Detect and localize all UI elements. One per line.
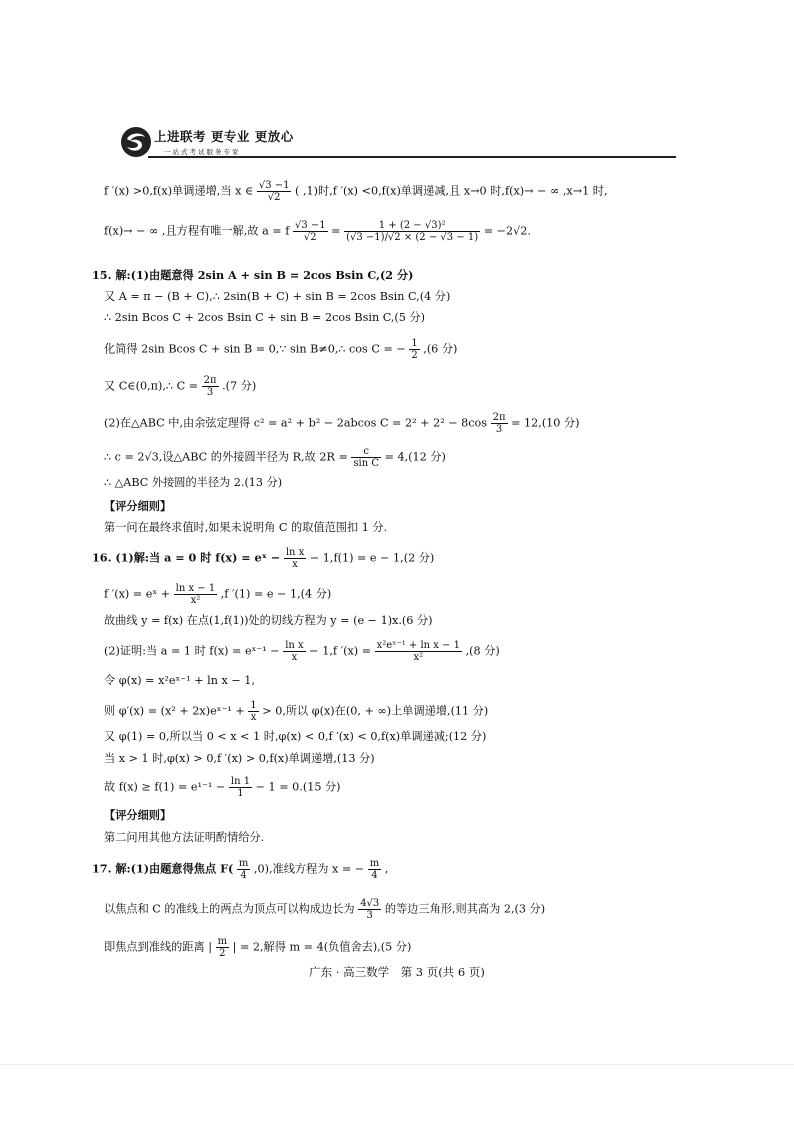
- text-line: f(x)→ − ∞ ,且方程有唯一解,故 a = f $\frac{√3 -1}{√2}$ = $\frac{\text{1 + (2 − √3)²}}{(√3 -1)/√2 \times (2 - √3 - 1)}$ = −2√2.: [104, 220, 531, 243]
- fraction: $\frac{\text{ln x}}{x}$: [285, 547, 305, 570]
- fraction: $\frac{√3 -1}{√2}$: [294, 220, 326, 243]
- q15-line-1: 15. 解:(1)由题意得 2sin A + sin B = 2cos Bsin C,(2 分): [92, 268, 414, 282]
- fraction: $\frac{√3 -1}{√2}$: [258, 180, 290, 203]
- q15-line-3: ∴ 2sin Bcos C + 2cos Bsin C + sin B = 2cos Bsin C,(5 分): [104, 311, 426, 324]
- q16-line-2: f ′(x) = eˣ + $\frac{\text{ln x − 1}}{\text{x²}}$ ,f ′(1) = e − 1,(4 分): [104, 583, 332, 606]
- q15-line-7: ∴ c = 2√3,设△ABC 的外接圆半径为 R,故 2R = $\frac{c}{\text{sin C}}$ = 4,(12 分): [104, 446, 446, 469]
- q17-line-1: 17. 解:(1)由题意得焦点 F( $\frac{m}{4}$ ,0),准线方程为 x = − $\frac{m}{4}$ ,: [92, 858, 389, 881]
- q16-line-3: 故曲线 y = f(x) 在点(1,f(1))处的切线方程为 y = (e − 1)x.(6 分): [104, 614, 433, 627]
- q17-line-2: 以焦点和 C 的准线上的两点为顶点可以构成边长为 $\frac{4√3}{3}$ 的等边三角形,则其高为 2,(3 分): [104, 898, 546, 921]
- q15-line-4: 化简得 2sin Bcos C + sin B = 0,∵ sin B≠0,∴ cos C = − $\frac{1}{2}$ ,(6 分): [104, 338, 458, 361]
- q16-line-5: 令 φ(x) = x²eˣ⁻¹ + ln x − 1,: [104, 674, 255, 687]
- bottom-divider: [0, 1064, 794, 1065]
- q16-line-1: 16. (1)解:当 a = 0 时 f(x) = eˣ − $\frac{\text{ln x}}{x}$ − 1,f(1) = e − 1,(2 分): [92, 547, 435, 570]
- scoring-notes-text: 第二问用其他方法证明酌情给分.: [104, 831, 265, 844]
- q16-line-9: 故 f(x) ≥ f(1) = e¹⁻¹ − $\frac{\ln 1}{1}$ − 1 = 0.(15 分): [104, 776, 341, 799]
- header-slogan: 上进联考 更专业 更放心: [154, 129, 294, 144]
- q16-line-6: 则 φ′(x) = (x² + 2x)eˣ⁻¹ + $\frac{1}{x}$ > 0,所以 φ(x)在(0, + ∞)上单调递增,(11 分): [104, 700, 489, 723]
- fraction: $\frac{\ln 1}{1}$: [230, 776, 251, 799]
- fraction: $\frac{c}{\text{sin C}}$: [353, 446, 379, 469]
- q16-line-7: 又 φ(1) = 0,所以当 0 < x < 1 时,φ(x) < 0,f ′(x) < 0,f(x)单调递减;(12 分): [104, 730, 487, 743]
- fraction: $\frac{m}{4}$: [369, 858, 380, 881]
- q15-line-2: 又 A = π − (B + C),∴ 2sin(B + C) + sin B = 2cos Bsin C,(4 分): [104, 290, 451, 303]
- header: [118, 124, 678, 164]
- text-line: f ′(x) >0,f(x)单调递增,当 x ∈ $\frac{√3 -1}{√2}$ ( ,1)时,f ′(x) <0,f(x)单调递减,且 x→0 时,f(x)→ − ∞ ,x→1 时,: [104, 180, 608, 203]
- q16-line-8: 当 x > 1 时,φ(x) > 0,f ′(x) > 0,f(x)单调递增,(13 分): [104, 752, 375, 765]
- q17-line-3: 即焦点到准线的距离 | $\frac{m}{2}$ | = 2,解得 m = 4(负值舍去),(5 分): [104, 936, 412, 959]
- fraction: $\frac{\text{1 + (2 − √3)²}}{(√3 -1)/√2 \times (2 - √3 - 1)}$: [346, 220, 479, 243]
- q15-line-8: ∴ △ABC 外接圆的半径为 2.(13 分): [104, 476, 283, 489]
- header-divider: [148, 156, 676, 158]
- fraction: $\frac{1}{2}$: [411, 338, 418, 361]
- fraction: $\frac{4√3}{3}$: [360, 898, 380, 921]
- fraction: $\frac{1}{x}$: [250, 700, 257, 723]
- header-subslogan: 一站式考试服务专家: [164, 148, 241, 156]
- fraction: $\frac{m}{4}$: [238, 858, 249, 881]
- page-footer: 广东 · 高三数学 第 3 页(共 6 页): [309, 965, 485, 979]
- fraction: $\frac{\text{ln x}}{x}$: [285, 640, 304, 663]
- fraction: $\frac{2\pi}{3}$: [492, 412, 506, 435]
- brand-logo-icon: [118, 124, 154, 160]
- fraction: $\frac{2\pi}{3}$: [203, 375, 217, 398]
- q16-line-4: (2)证明:当 a = 1 时 f(x) = eˣ⁻¹ − $\frac{\text{ln x}}{x}$ − 1,f ′(x) = $\frac{\text{x²eˣ⁻¹ + ln x − 1}}{\text{x²}}$ ,(8 分): [104, 640, 500, 663]
- scoring-notes-heading: 【评分细则】: [104, 808, 172, 822]
- scoring-notes-heading: 【评分细则】: [104, 499, 172, 513]
- fraction: $\frac{m}{2}$: [217, 936, 228, 959]
- scoring-notes-text: 第一问在最终求值时,如果未说明角 C 的取值范围扣 1 分.: [104, 521, 388, 534]
- fraction: $\frac{\text{x²eˣ⁻¹ + ln x − 1}}{\text{x²}}$: [376, 640, 461, 663]
- q15-line-5: 又 C∈(0,π),∴ C = $\frac{2\pi}{3}$ .(7 分): [104, 375, 257, 398]
- fraction: $\frac{\text{ln x − 1}}{\text{x²}}$: [175, 583, 216, 606]
- q15-line-6: (2)在△ABC 中,由余弦定理得 c² = a² + b² − 2abcos C = 2² + 2² − 8cos $\frac{2\pi}{3}$ = 12,(10 分): [104, 412, 580, 435]
